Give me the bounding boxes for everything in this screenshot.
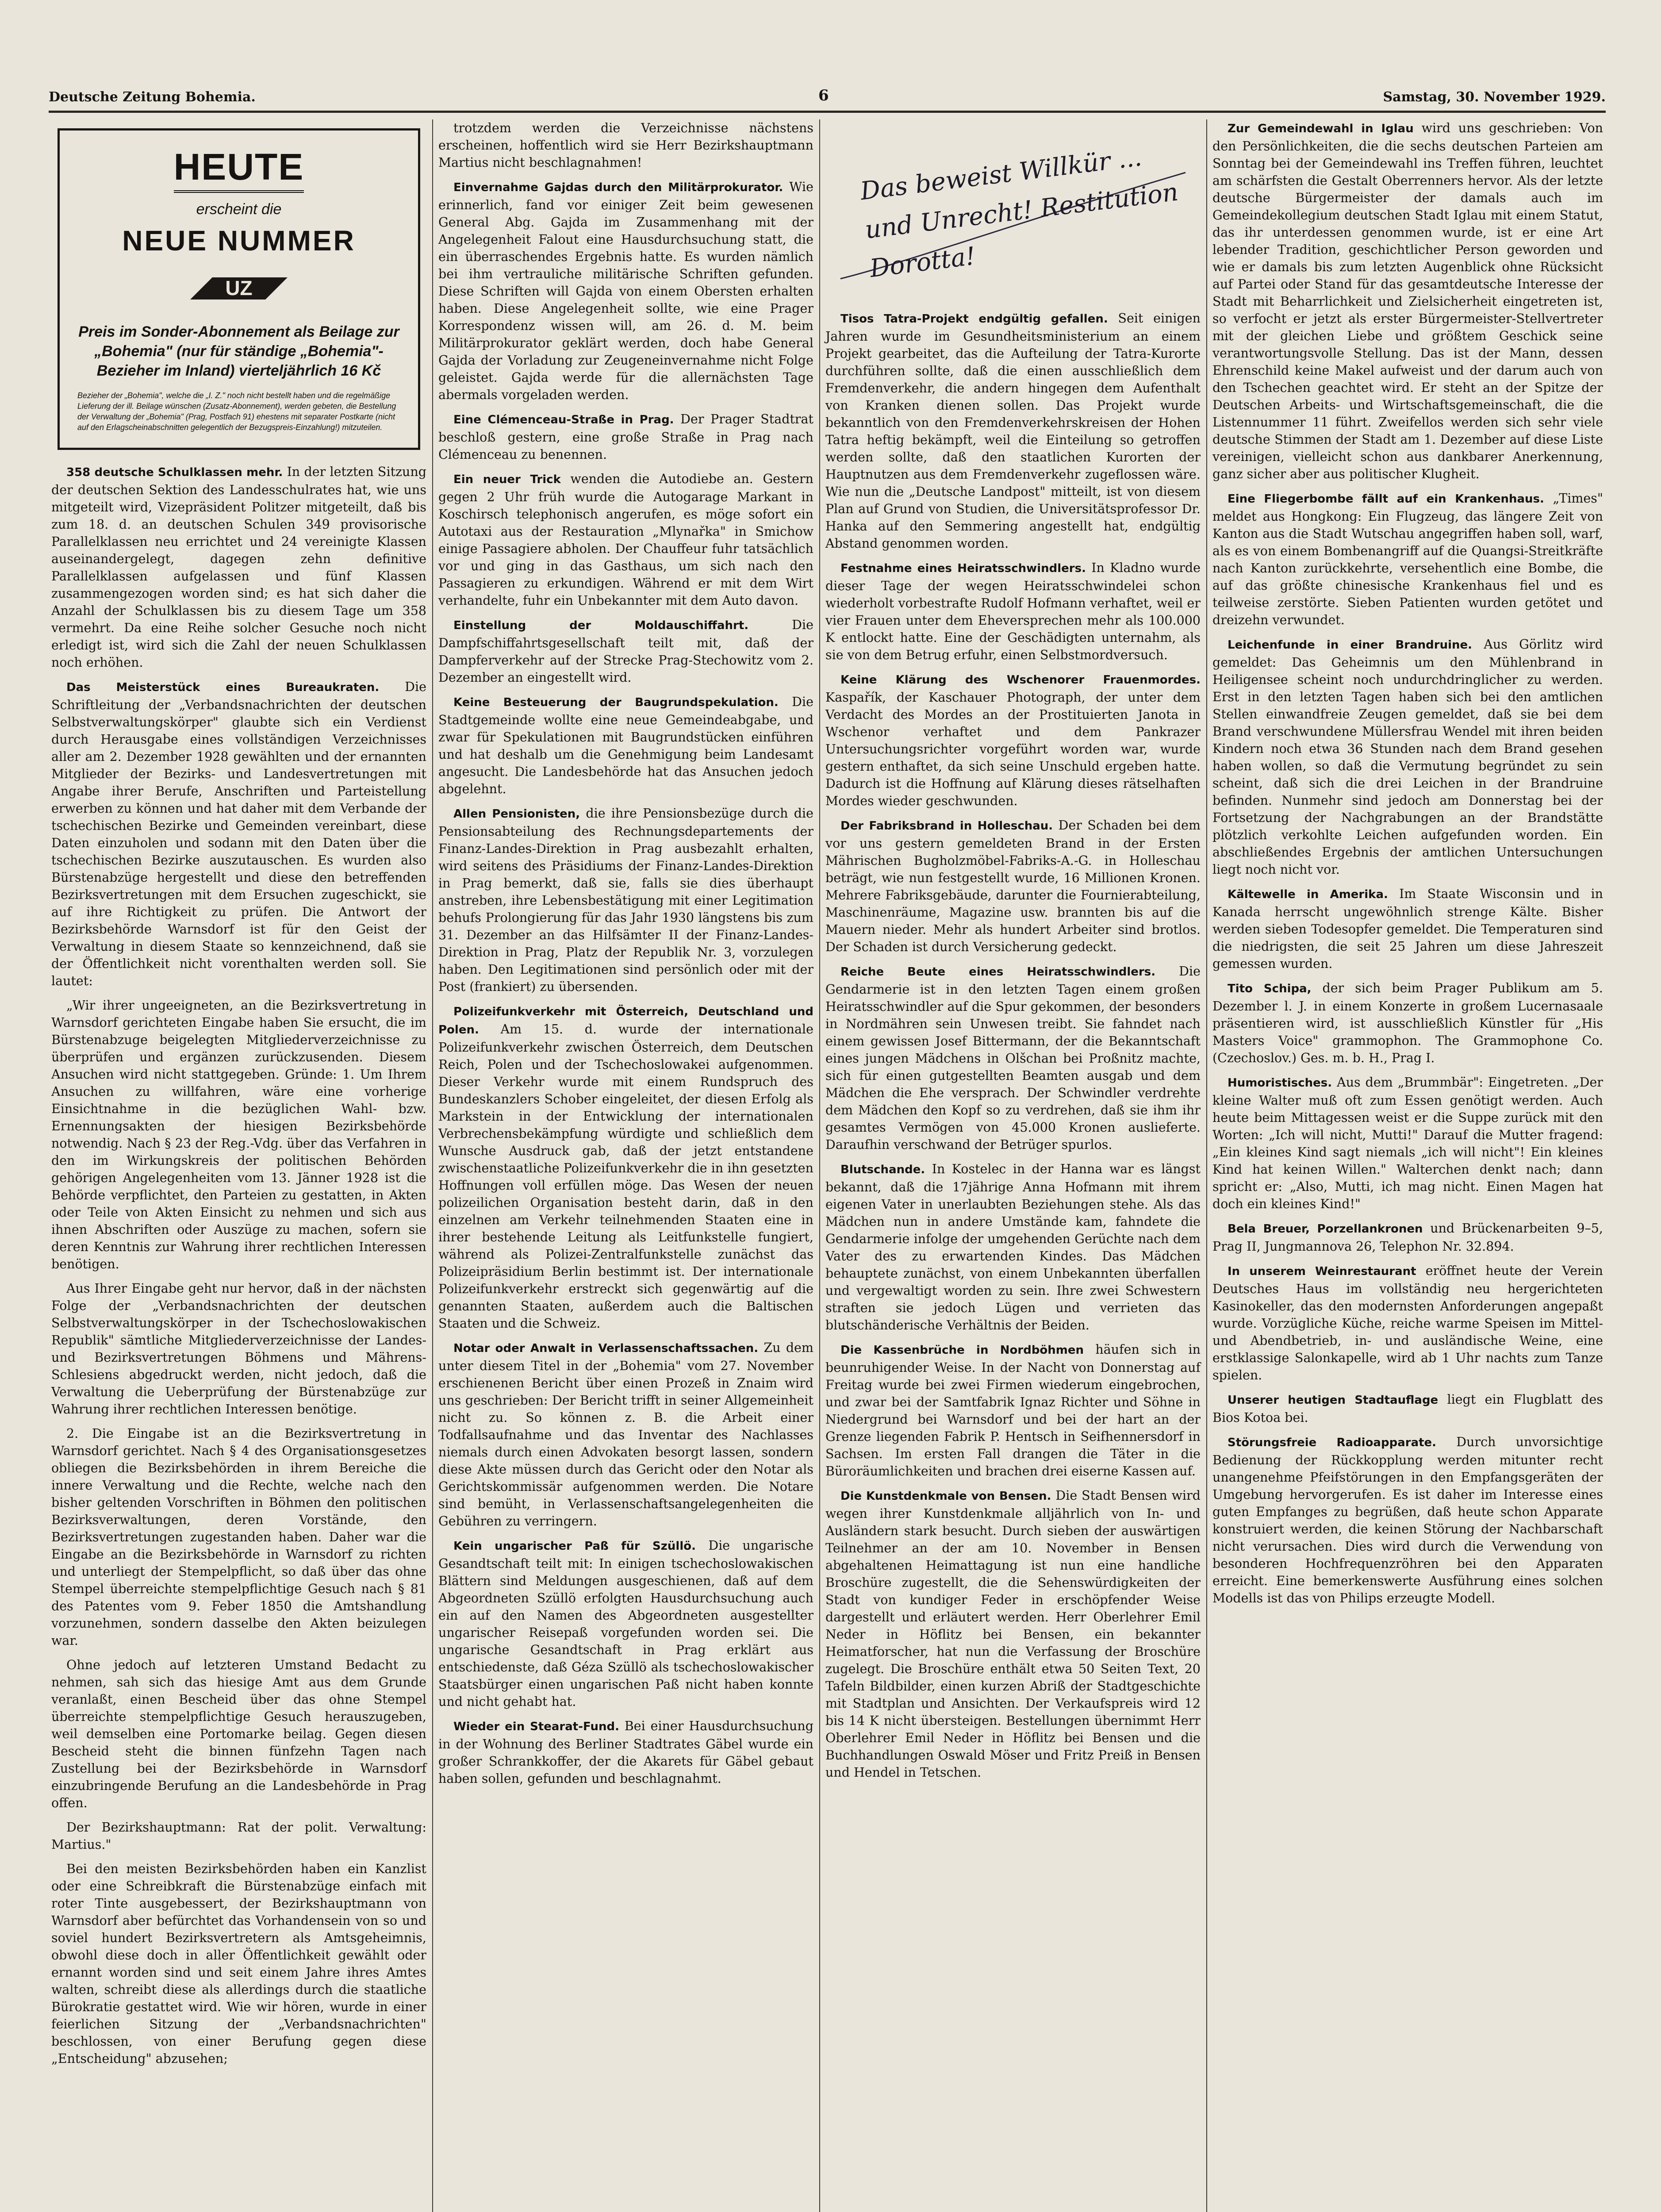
article-headline: Kein ungarischer Paß für Szüllö.	[453, 1540, 696, 1553]
article	[51, 1425, 426, 1649]
article-headline: Eine Clémenceau-Straße in Prag.	[453, 413, 674, 426]
page-header	[49, 84, 1606, 113]
column-rule	[432, 119, 433, 2212]
article	[1212, 636, 1603, 878]
article	[1212, 1391, 1603, 1426]
article-text: wenden die Autodiebe an. Gestern gegen 2 Uhr früh wurde die Autogarage Markant in Koschirsch telephonisch angerufen, es möge sofort ein Autotaxi aus der Restauration „Mlynařka" in Smichow einige Passagiere abholen. Der Chauffeur fuhr tatsächlich vor und ging in das Gasthaus, um sich nach den Passagieren zu erkundigen. Während er mit dem Wirt verhandelte, fuhr ein Unbekannter mit dem Auto davon.	[438, 472, 813, 608]
article-headline: Einstellung der Moldauschiffahrt.	[453, 619, 749, 632]
article-headline: Tisos Tatra-Projekt endgültig gefallen.	[840, 312, 1108, 326]
ad-price: Preis im Sonder-Abonnement als Beilage zur „Bohemia" (nur für ständige „Bohemia"-Bezieher im Inland) vierteljährlich 16 Kč	[78, 323, 399, 379]
article	[1212, 1074, 1603, 1213]
article	[438, 1002, 813, 1332]
article-headline: Der Fabriksbrand in Holleschau.	[840, 819, 1053, 833]
article-text: Der Bezirkshauptmann: Rat der polit. Verwaltung: Martius."	[51, 1820, 426, 1852]
article	[825, 559, 1201, 664]
article-text: Bei einer Hausdurchsuchung in der Wohnung des Berliner Stadtrates Gäbel wurde ein großer Schrankkoffer, der die Akarets für Gäbel gebaut haben sollen, gefunden und beschlagnahmt.	[438, 1719, 813, 1786]
column-4	[1210, 119, 1606, 2212]
article-headline: Störungsfreie Radioapparate.	[1228, 1436, 1437, 1449]
article-headline: Allen Pensionisten,	[453, 807, 580, 821]
article	[1212, 1262, 1603, 1384]
article	[825, 671, 1201, 810]
article-text: Ohne jedoch auf letzteren Umstand Bedacht zu nehmen, sah sich das hiesige Amt aus dem Grunde veranlaßt, einen Bescheid über das ohne Stempel überreichte stempelpflichtige Gesuch herauszugeben, weil demselben eine Portomarke beilag. Gegen diesen Bescheid steht die binnen fünfzehn Tagen nach Zustellung bei der Bezirksbehörde in Warnsdorf einzubringende Berufung an die Landesbehörde in Prag offen.	[51, 1658, 426, 1810]
column-2	[436, 119, 816, 2212]
article-text: In Kostelec in der Hanna war es längst bekannt, daß die 17jährige Anna Hofmann mit ihrem eigenen Vater in unerlaubten Beziehungen stehe. Als das Mädchen nun in andere Umstände kam, fahndete die Gendarmerie infolge der umgehenden Gerüchte nach dem Vater des zu erwartenden Kindes. Das Mädchen behauptete zunächst, von einem Unbekannten überfallen und vergewaltigt worden zu sein. Ihre zwei Schwestern straften sie jedoch Lügen und verrieten das blutschänderische Verhältnis der Beiden.	[825, 1162, 1201, 1333]
article-text: Am 15. d. wurde der internationale Polizeifunkverkehr zwischen Österreich, dem Deutschen Reich, Polen und der Tschechoslowakei aufgenommen. Dieser Verkehr wurde mit einem Rundspruch des Bundeskanzlers Schober eingeleitet, der diesen Erfolg als Markstein in der Entwicklung der internationalen Verbrechensbekämpfung würdigte und schließlich dem Wunsche Ausdruck gab, daß der jetzt entstandene zwischenstaatliche Polizeifunkverkehr die in ihn gesetzten Hoffnungen voll erfüllen möge. Das Wesen der neuen polizeilichen Organisation besteht darin, daß in den einzelnen am Verkehr teilnehmenden Staaten eine in ihrer bestehende Leitung als Leitfunkstelle fungiert, während als Polizei-Zentralfunkstelle zunächst das Polizeipräsidium Berlin bestimmt ist. Der internationale Polizeifunkverkehr erstreckt sich gegenwärtig auf die genannten Staaten, außerdem auch die Baltischen Staaten und die Schweiz.	[438, 1022, 813, 1331]
article	[51, 678, 426, 990]
article-text: Die Gendarmerie ist in den letzten Tagen einem großen Heiratsschwindler auf die Spur gekommen, der besonders in Nordmähren sein Unwesen treibt. Sie fahndet nach einem gewissen Josef Bittermann, der die Bekanntschaft eines jungen Mädchens in Olšchan bei Proßnitz machte, sich für einen gutgestellten Beamten ausgab und dem Mädchen die Ehe versprach. Der Schwindler verdrehte dem Mädchen den Kopf so zu verdrehen, daß sie ihm ihr gesamtes Vermögen von 45.000 Kronen auslieferte. Daraufhin verschwand der Betrüger spurlos.	[825, 964, 1201, 1152]
article	[51, 1860, 426, 2067]
article-text: Seit einigen Jahren wurde im Gesundheitsministerium an einem Projekt gearbeitet, das die Aufteilung der Tatra-Kurorte durchführen sollte, daß die einen ausschließlich dem Fremdenverkehr, die andern hingegen dem Aufenthalt von Kranken dienen sollen. Das Projekt wurde bekanntlich von den Fremdenverkehrskreisen der Hohen Tatra heftig bekämpft, weil die Einteilung so getroffen werden sollte, daß den staatlichen Kurorten der Hauptnutzen aus dem Fremdenverkehr zugeflossen wäre. Wie nun die „Deutsche Landpost" mitteilt, ist von diesem Plan auf Grund von Studien, die Universitätsprofessor Dr. Hanka auf den Semmering angestellt hat, endgültig Abstand genommen worden.	[825, 311, 1201, 551]
article-text: Aus Görlitz wird gemeldet: Das Geheimnis um den Mühlenbrand in Heiligensee scheint noch undurchdringlicher zu werden. Erst in den letzten Tagen haben sich bei den amtlichen Stellen einwandfreie Zeugen gemeldet, daß sie bei dem Brand verschwundene Müllersfrau Wendel mit ihren beiden Kindern noch etwa 36 Stunden nach dem Brand gesehen haben wollen, so daß die Vermutung begründet zu sein scheint, daß sich die drei Leichen in der Brandruine befinden. Nunmehr sind jedoch am Donnerstag bei der Fortsetzung der Nachgrabungen an der Brandstätte plötzlich verkohlte Leichen aufgefunden worden. Ein abschließendes Ergebnis der amtlichen Untersuchungen liegt noch nicht vor.	[1212, 637, 1603, 877]
article-headline: Bela Breuer, Porzellankronen	[1228, 1222, 1423, 1236]
article-headline: 358 deutsche Schulklassen mehr.	[66, 466, 283, 479]
article-text: Bei den meisten Bezirksbehörden haben ein Kanzlist oder eine Schreibkraft die Bürstenabzüge einfach mit roter Tinte ausgebessert, der Bezirkshauptmann von Warnsdorf aber befürchtet das Vorhandensein von so und soviel hundert Bezirksvertretern als Amtsgeheimnis, obwohl diese doch in aller Öffentlichkeit gewählt oder ernannt worden sind und seit einem Jahre ihres Amtes walten, schreibt diese als allerdings durch die staatliche Bürokratie gestattet wird. Wie wir hören, wurde in einer feierlichen Sitzung der „Verbandsnachrichten" beschlossen, von einer Berufung gegen diese „Entscheidung" abzusehen;	[51, 1862, 426, 2066]
article	[825, 963, 1201, 1153]
article-headline: Keine Klärung des Wschenorer Frauenmordes.	[840, 673, 1201, 687]
article	[438, 411, 813, 463]
article-headline: Das Meisterstück eines Bureaukraten.	[66, 681, 380, 694]
article-text: Zu dem unter diesem Titel in der „Bohemia" vom 27. November erschienenen Bericht über einen Prozeß in Znaim wird uns geschrieben: Der Bericht trifft in seiner Allgemeinheit nicht zu. So können z. B. die Arbeit einer Todfallsaufnahme und das Inventar des Nachlasses niemals durch einen Advokaten besorgt lassen, sondern diese Akte müssen durch das Gericht oder den Notar als Gerichtskommissär aufgenommen werden. Die Notare sind bemüht, in Verlassenschaftsangelegenheiten die Gebühren zu verringern.	[438, 1340, 813, 1528]
article-text: Der Schaden bei dem vor uns gestern gemeldeten Brand in der Ersten Mährischen Bugholzmöbel-Fabriks-A.-G. in Holleschau beträgt, wie nun festgestellt wurde, 16 Millionen Kronen. Mehrere Fabriksgebäude, darunter die Fournierabteilung, Maschinenräume, Magazine usw. brannten bis auf die Mauern nieder. Mehr als hundert Arbeiter sind brotlos. Der Schaden ist durch Versicherung gedeckt.	[825, 818, 1201, 954]
issue-date: Samstag, 30. November 1929.	[1383, 89, 1606, 105]
article-headline: Humoristisches.	[1228, 1076, 1332, 1090]
ad-title: HEUTE	[174, 146, 304, 193]
article	[825, 310, 1201, 552]
article-text: die ihre Pensionsbezüge durch die Pensionsabteilung des Rechnungsdepartements der Finanz-Landes-Direktion in Prag ausbezahlt erhalten, wird seitens des Präsidiums der Finanz-Landes-Direktion in Prag bemerkt, daß sie, falls sie dies überhaupt anstreben, ihre Lebensbestätigung mit einer Legitimation behufs Prolongierung für das Jahr 1930 längstens bis zum 31. Dezember an das Hilfsämter II der Finanz-Landes-Direktion in Prag, Platz der Republik Nr. 3, vorzulegen haben. Den Legitimationen sind persönlich oder mit der Post (frankiert) zu übersenden.	[438, 806, 813, 994]
article-headline: Zur Gemeindewahl in Iglau	[1228, 122, 1414, 135]
iz-logo-icon	[186, 269, 292, 311]
column-3	[823, 119, 1203, 2212]
article	[825, 1487, 1201, 1781]
article-headline: Die Kunstdenkmale von Bensen.	[840, 1490, 1051, 1503]
article-headline: Polizeifunkverkehr mit Österreich, Deutschland und Polen.	[438, 1005, 813, 1037]
handwritten-text: Das beweist Willkür ... und Unrecht! Restitution Dorotta!	[859, 142, 1180, 284]
article-text: Durch unvorsichtige Bedienung der Rückkopplung werden mitunter recht unangenehme Pfeifstörungen in den Empfangsgeräten der Umgebung hervorgerufen. Es ist daher im Interesse eines guten Empfanges zu begrüßen, daß heute schon Apparate konstruiert werden, die keinen Störung der Nachbarschaft nicht verursachen. Dies wird durch die Verwendung von besonderen Hochfrequenzröhren bei den Apparaten erreicht. Eine bemerkenswerte Ausführung eines solchen Modells ist das von Philips erzeugte Modell.	[1212, 1435, 1603, 1605]
article-headline: Unserer heutigen Stadtauflage	[1228, 1394, 1439, 1407]
article-headline: Eine Fliegerbombe fällt auf ein Krankenhaus.	[1228, 492, 1544, 506]
article-headline: Reiche Beute eines Heiratsschwindlers.	[840, 965, 1156, 979]
ad-subtitle: erscheint die	[196, 201, 282, 218]
column-3-articles	[823, 310, 1203, 1781]
article-text: „Wir ihrer ungeeigneten, an die Bezirksvertretung in Warnsdorf gerichteten Eingabe haben Sie ersucht, die im Bürstenabzuge beigelegten Mitgliederverzeichnisse zu überprüfen und ergänzen zurückzusenden. Diesem Ansuchen wird nicht stattgegeben. Gründe: 1. Um Ihrem Ansuchen zu willfahren, wäre eine vorherige Einsichtnahme in die bezüglichen Wahl- bzw. Ernennungsakten der hiesigen Bezirksbehörde notwendig. Nach § 23 der Reg.-Vdg. über das Verfahren in den im Wirkungskreis der politischen Behörden gehörigen Angelegenheiten vom 13. Jänner 1928 ist die Behörde verpflichtet, den Parteien zu gestatten, in Akten oder Teile von Akten Einsicht zu nehmen und sich aus ihnen Abschriften oder Auszüge zu machen, sofern sie deren Kenntnis zur Wahrung ihrer rechtlichen Interessen benötigen.	[51, 998, 426, 1271]
article-text: liegt ein Flugblatt des Bios Kotoa bei.	[1212, 1392, 1603, 1425]
article-text: Im Staate Wisconsin und in Kanada herrscht ungewöhnlich strenge Kälte. Bisher werden sieben Todesopfer gemeldet. Die Temperaturen sind die niedrigsten, die seit 25 Jahren um diese Jahreszeit gemessen wurden.	[1212, 887, 1603, 971]
article-text: und Brückenarbeiten 9–5, Prag II, Jungmannova 26, Telephon Nr. 32.894.	[1212, 1221, 1603, 1254]
article-text: der sich beim Prager Publikum am 5. Dezember l. J. in einem Konzerte in großem Lucernasaale präsentieren wird, ist ausschließlich Künstler für „His Masters Voice" grammophon. The Grammophone Co. (Czechoslov.) Ges. m. b. H., Prag I.	[1212, 981, 1603, 1065]
column-1-articles	[49, 463, 429, 2067]
article	[1212, 1433, 1603, 1607]
article	[825, 1160, 1201, 1334]
article-text: Aus dem „Brummbär": Eingetreten. „Der kleine Walter muß oft zum Essen genötigt werden. Auch heute beim Mittagessen weist er die Suppe zurück mit den Worten: „Ich will nicht, Mutti!" Darauf die Mutter fragend: „Ein kleines Kind sagt niemals „ich will nicht"! Ein kleines Kind hat keinen Willen." Walterchen denkt nach; dann spricht er: „Also, Mutti, ich mag nicht. Einen Magen hat doch ein kleines Kind!"	[1212, 1075, 1603, 1211]
article-text: 2. Die Eingabe ist an die Bezirksvertretung in Warnsdorf gerichtet. Nach § 4 des Organisationsgesetzes obliegen die Bezirksbehörden in ihrem Bereiche die innere Verwaltung und die Rechte, welche nach den bisher geltenden Vorschriften in Böhmen den politischen Bezirksverwaltungen, deren Vorstände, den Bezirksvertretungen zugestanden haben. Daher war die Eingabe an die Bezirksbehörde in Warnsdorf zu richten und unterliegt der Stempelpflicht, so daß über das ohne Stempel überreichte stempelpflichtige Gesuch nach § 81 des Patentes vom 9. Feber 1850 die Amtshandlung vorzunehmen, sondern dasselbe den Akten beizulegen war.	[51, 1426, 426, 1648]
column-4-articles	[1210, 119, 1606, 1607]
column-rule	[819, 119, 820, 2212]
column-1	[49, 119, 429, 2212]
article-headline: Festnahme eines Heiratsschwindlers.	[840, 562, 1086, 575]
article-text: Die Stadtgemeinde wollte eine neue Gemeindeabgabe, und zwar für Spekulationen mit Baugrundstücken einführen und hat deshalb um die Genehmigung beim Landesamt angesucht. Die Landesbehörde hat das Ansuchen jedoch abgelehnt.	[438, 695, 814, 796]
article	[438, 1537, 813, 1710]
article	[1212, 979, 1603, 1067]
article-text: trotzdem werden die Verzeichnisse nächstens erscheinen, hoffentlich wird sie Herr Bezirkshauptmann Martius nicht beschlagnahmen!	[438, 121, 813, 170]
article	[1212, 119, 1603, 483]
article	[51, 997, 426, 1273]
article-text: Die Dampfschiffahrtsgesellschaft teilt mit, daß der Dampferverkehr auf der Strecke Prag-Stechowitz vom 2. Dezember an eingestellt wird.	[438, 618, 814, 685]
article-text: häufen sich in beunruhigender Weise. In der Nacht von Donnerstag auf Freitag wurde bei zwei Firmen wiederum eingebrochen, und zwar bei der Samtfabrik Ignaz Richter und Söhne in Niedergrund bei Warnsdorf und bei der hart an der Grenze liegenden Fabrik P. Hentsch in Seifhennersdorf in Sachsen. Im ersten Fall drangen die Täter in die Büroräumlichkeiten und brachen drei eiserne Kassen auf.	[825, 1342, 1201, 1479]
article-headline: Ein neuer Trick	[453, 473, 561, 486]
article	[438, 616, 813, 686]
article-text: Kaspařík, der Kaschauer Photograph, der unter dem Verdacht des Mordes an der Prostituierten Janota in Wschenor verhaftet und dem Pankrazer Untersuchungsrichter vorgeführt worden war, wurde gestern enthaftet, da sich seine Unschuld ergeben hatte. Dadurch ist die Hoffnung auf Klärung dieses rätselhaften Mordes wieder geschwunden.	[825, 690, 1201, 808]
article	[825, 1341, 1201, 1480]
ad-note: Bezieher der „Bohemia", welche die „I. Z." noch nicht bestellt haben und die regelmäßige Lieferung der ill. Beilage wünschen (Zusatz-Abonnement), werden gebeten, die Bestellung der Verwaltung der „Bohemia" (Prag, Postfach 91) ehestens mit separater Postkarte (nicht auf den Erlagscheinabschnitten gelegentlich der Bezugspreis-Einzahlung!) mitzuteilen.	[77, 391, 396, 432]
article-headline: Wieder ein Stearat-Fund.	[453, 1720, 619, 1733]
article-headline: Die Kassenbrüche in Nordböhmen	[840, 1344, 1084, 1357]
article	[438, 693, 813, 798]
column-rule	[1206, 119, 1207, 2212]
article	[51, 463, 426, 671]
handwritten-annotation	[823, 142, 1203, 305]
column-2-articles	[436, 119, 816, 1787]
article-text: Der Prager Stadtrat beschloß gestern, eine große Straße in Prag nach Clémenceau zu benennen.	[438, 412, 813, 462]
article-headline: Einvernahme Gajdas durch den Militärprokurator.	[453, 181, 783, 194]
article-text: eröffnet heute der Verein Deutsches Haus im vollständig neu hergerichteten Kasinokeller, das den modernsten Anforderungen angepaßt wurde. Vorzügliche Küche, reiche warme Speisen im Mittel- und Abendbetrieb, in- und ausländische Weine, eine erstklassige Salonkapelle, wird ab 1 Uhr nachts zum Tanze spielen.	[1212, 1263, 1603, 1382]
article-text: „Times" meldet aus Hongkong: Ein Flugzeug, das längere Zeit von Kanton aus die Stadt Wutschau angegriffen haben soll, warf, als es von einem Bombenangriff auf die Quangsi-Streitkräfte nach Kanton zurückkehrte, versehentlich eine Bombe, die auf das größte chinesische Krankenhaus fiel und es teilweise zerstörte. Sieben Patienten wurden getötet und dreizehn verwundet.	[1212, 491, 1603, 627]
advertisement-box	[58, 128, 420, 450]
article	[825, 817, 1201, 956]
article-headline: Kältewelle in Amerika.	[1228, 888, 1388, 901]
logo-text: UZ	[225, 276, 253, 300]
article-headline: Tito Schipa,	[1228, 982, 1312, 995]
article	[438, 178, 813, 403]
article-text: wird uns geschrieben: Von den Persönlichkeiten, die die sechs deutschen Parteien am Sonntag bei der Gemeindewahl ins Treffen führen, leuchtet am schärfsten die Gestalt Oberrenners hervor. Als der letzte deutsche Bürgermeister der damals auch im Gemeindekollegium deutschen Stadt Iglau mit einem Statut, das ihr unterdessen genommen wurde, ist er eine Art lebender Tradition, geschichtlicher Person geworden und wie er damals bis zum letzten Augenblick ohne Rücksicht auf Partei oder Stand für das gesamtdeutsche Interesse der Stadt mit Beharrlichkeit und Zielsicherheit eingetreten ist, so verfocht er jetzt als erster Bürgermeister-Stellvertreter mit der gleichen Liebe und größtem Geschick seine verantwortungsvolle Stellung. Das ist der Mann, dessen Ehrenschild keine Makel aufweist und der darum auch von den Tschechen geachtet wird. Er steht an der Spitze der Deutschen Arbeits- und Wirtschaftsgemeinschaft, die die Listennummer 11 führt. Zweifellos werden sich sehr viele deutsche Stimmen der Stadt am 1. Dezember auf diese Liste vereinigen, vielleicht schon aus dankbarer Anerkennung, ganz sicher aber aus politischer Klugheit.	[1212, 121, 1603, 481]
article	[51, 1656, 426, 1812]
article	[438, 1339, 813, 1530]
article-headline: Keine Besteuerung der Baugrundspekulation.	[453, 696, 779, 709]
article-headline: Leichenfunde in einer Brandruine.	[1228, 638, 1473, 652]
article-text: Aus Ihrer Eingabe geht nur hervor, daß in der nächsten Folge der „Verbandsnachrichten der deutschen Selbstverwaltungskörper in der Tschechoslowakischen Republik" sämtliche Mitgliederverzeichnisse der Landes- und Bezirksvertretungen Böhmens und Mährens-Schlesiens abgedruckt werden, nicht jedoch, daß die Verwaltung die Ueberprüfung der Bürstenabzüge zur Wahrung ihrer rechtlichen Interessen benötige.	[51, 1281, 426, 1417]
article	[438, 805, 813, 995]
article-headline: Blutschande.	[840, 1163, 925, 1176]
article	[438, 1717, 813, 1787]
article-headline: In unserem Weinrestaurant	[1228, 1265, 1416, 1278]
article-text: Wie erinnerlich, fand vor einiger Zeit beim gewesenen General Abg. Gajda im Zusammenhang mit der Angelegenheit Falout eine Hausdurchsuchung statt, die ein überraschendes Ergebnis hatte. Es wurden nämlich bei ihm vertrauliche militärische Schriften gefunden. Diese Schriften will Gajda von einem Obersten erhalten haben. Diese Angelegenheit sollte, wie eine Prager Korrespondenz wissen will, am 26. d. M. beim Militärprokurator geklärt werden, doch habe General Gajda der Vorladung zur Zeugeneinvernahme nicht Folge geleistet. Gajda werde für die allernächsten Tage abermals vorgeladen werden.	[438, 180, 813, 402]
article	[1212, 1220, 1603, 1255]
article	[1212, 885, 1603, 972]
article	[438, 470, 813, 609]
article-text: Die Stadt Bensen wird wegen ihrer Kunstdenkmale alljährlich von In- und Ausländern stark besucht. Durch sieben der auswärtigen Teilnehmer an der am 10. November in Bensen abgehaltenen Heimattagung ist nun eine handliche Broschüre zugestellt, die die Sehenswürdigkeiten der Stadt von kundiger Feder in erschöpfender Weise dargestellt und erläutert werden. Herr Oberlehrer Emil Neder in Höflitz bei Bensen, ein bekannter Heimatforscher, hat nun die Verfassung der Broschüre zugelegt. Die Broschüre enthält etwa 50 Seiten Text, 20 Tafeln Bildbilder, einen kurzen Abriß der Stadtgeschichte mit Stadtplan und Ansichten. Der Verkaufspreis wird 12 bis 14 K nicht übersteigen. Bestellungen übernimmt Herr Oberlehrer Emil Neder in Höflitz bei Bensen und die Buchhandlungen Oswald Möser und Fritz Preiß in Bensen und Hendel in Tetschen.	[825, 1488, 1201, 1780]
page-number: 6	[818, 87, 829, 104]
article-text: In Kladno wurde dieser Tage der wegen Heiratsschwindelei schon wiederholt vorbestrafte Rudolf Hofmann verhaftet, weil er vier Frauen unter dem Eheversprechen mehr als 100.000 K entlockt hatte. Eine der Geschädigten unternahm, als sie von dem Betrug erfuhr, einen Selbstmordversuch.	[825, 561, 1201, 662]
newspaper-name: Deutsche Zeitung Bohemia.	[49, 89, 256, 105]
article	[51, 1819, 426, 1853]
article-text: Die Schriftleitung der „Verbandsnachrichten der deutschen Selbstverwaltungskörper" glaubte sich ein Verdienst durch Herausgabe eines vollständigen Verzeichnisses aller am 2. Dezember 1928 gewählten und der ernannten Mitglieder der Bezirks- und Landesvertretungen mit Angabe ihrer Berufe, Anschriften und Parteistellung erwerben zu können und hat daher mit dem Verbande der tschechischen Bezirke und Gemeinden vereinbart, diese Daten einzuholen und sodann mit den Daten über die tschechischen Bezirke auszutauschen. Es wurden also Bürstenabzüge hergestellt und diese den betreffenden Bezirksvertretungen mit dem Ersuchen zugeschickt, sie auf ihre Richtigkeit zu prüfen. Die Antwort der Bezirksbehörde Warnsdorf ist für den Geist der Verwaltung in diesem Staate so kennzeichnend, daß sie der Öffentlichkeit nicht vorenthalten werden soll. Sie lautet:	[51, 680, 427, 988]
article	[51, 1280, 426, 1418]
article	[1212, 490, 1603, 629]
ad-headline: NEUE NUMMER	[122, 225, 356, 257]
article-text: Die ungarische Gesandtschaft teilt mit: In einigen tschechoslowakischen Blättern sind Meldungen ausgeschienen, daß auf dem Abgeordneten Szüllö erfolgten Hausdurchsuchung auch ein auf den Namen des Abgeordneten ausgestellter ungarischer Reisepaß vorgefunden worden sei. Die ungarische Gesandtschaft in Prag erklärt aus entschiedenste, daß Géza Szüllö als tschechoslowakischer Staatsbürger einen ungarischen Paß nicht haben konnte und nicht gehabt hat.	[438, 1538, 814, 1709]
article	[438, 119, 813, 171]
article-headline: Notar oder Anwalt in Verlassenschaftssachen.	[453, 1342, 759, 1355]
article-text: In der letzten Sitzung der deutschen Sektion des Landesschulrates hat, wie uns mitgeteilt wird, Vizepräsident Politzer mitgeteilt, daß bis zum 18. d. an deutschen Schulen 349 provisorische Parallelklassen neu errichtet und 24 vereinigte Klassen auseinandergelegt, dagegen zehn definitive Parallelklassen aufgelassen und fünf Klassen zusammengezogen worden sind; es hat sich daher die Anzahl der Schulklassen bis zu diesem Tage um 358 vermehrt. Da eine Reihe solcher Gesuche noch nicht erledigt ist, wird sich die Zahl der neuen Schulklassen noch erhöhen.	[51, 465, 426, 670]
